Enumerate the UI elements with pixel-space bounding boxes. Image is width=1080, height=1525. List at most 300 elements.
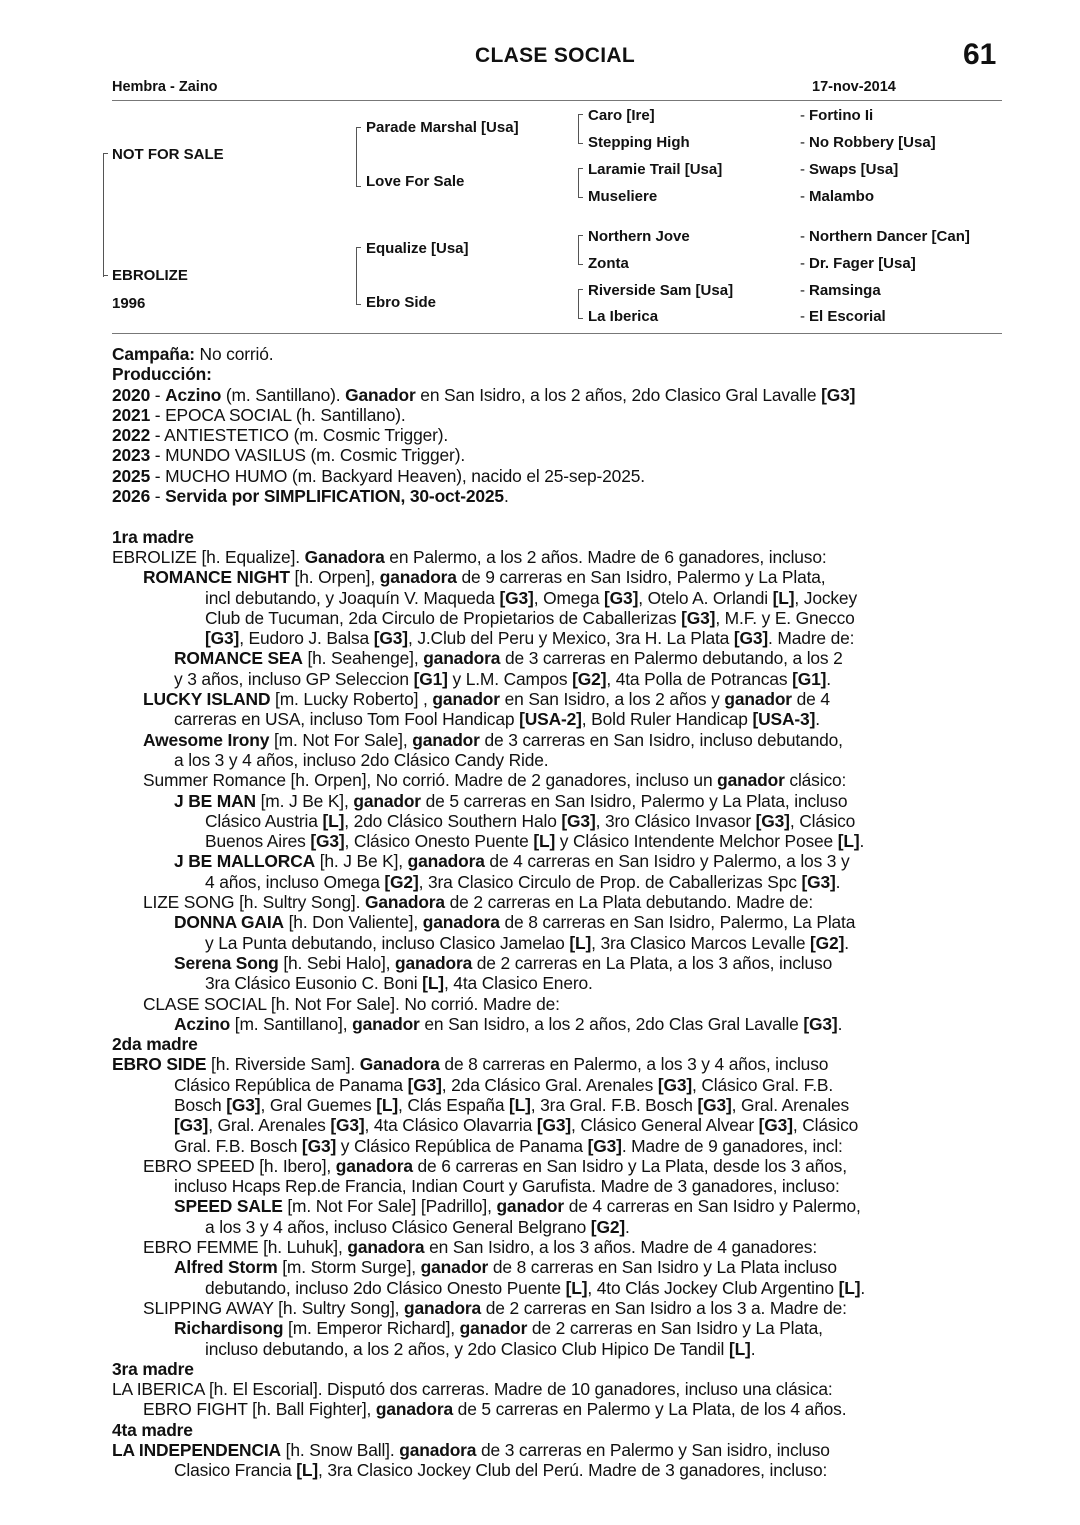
text-run: y L.M. Campos [447,668,573,689]
text-run: de 8 carreras en Palermo, a los 3 y 4 años, incluso [439,1054,829,1075]
text-run: Clásico República de Panama [174,1074,408,1095]
text-run: , Omega [533,587,605,608]
text-run: , 4to Clás Jockey Club Argentino [587,1277,839,1298]
text-run: - MUNDO VASILUS (m. Cosmic Trigger). [150,445,466,466]
text-line [112,1034,1012,1054]
text-run: ganador [420,1257,489,1278]
text-line [112,405,1012,425]
text-line [112,1075,1012,1095]
text-line [112,973,1012,993]
text-run: [m. Not For Sale] [Padrillo], [282,1196,497,1217]
g4-6: - Dr. Fager [Usa] [800,255,916,272]
text-run: [G3] [755,810,790,831]
text-line [112,1420,1012,1440]
text-run: ganador [459,1318,528,1339]
text-run: incluso Hcaps Rep.de Francia, Indian Court y Garufista. Madre de 3 ganadores, incluso: [174,1176,840,1197]
text-line [112,1217,1012,1237]
text-run: ganadora [379,567,457,588]
text-run: . [859,831,865,852]
text-run: , 3ra Clasico Circulo de Prop. de Caballerizas Spc [418,871,802,892]
text-run: , 3ro Clásico Invasor [595,810,756,831]
text-line [112,364,1012,384]
text-run: carreras en USA, incluso Tom Fool Handicap [174,709,520,730]
text-line [112,811,1012,831]
text-run: de 3 carreras en Palermo y San isidro, incluso [476,1440,830,1461]
text-run: - [150,384,166,405]
g4-7: - Ramsinga [800,282,881,299]
text-run: Ganador [345,384,416,405]
bracket-g3-3 [578,235,583,265]
text-run: ganadora [407,851,485,872]
text-run: [L] [533,831,556,852]
g3-8: La Iberica [588,308,659,325]
text-run: [G2] [384,871,419,892]
text-run: Serena Song [174,952,279,973]
text-run: , Gral. Arenales [731,1094,850,1115]
text-run: [G3] [657,1074,693,1095]
text-run: [G3] [821,384,856,405]
text-line [112,527,1012,547]
text-run: [G3] [373,628,408,649]
text-run: 3ra Clásico Eusonio C. Boni [205,973,423,994]
text-run: [m. Lucky Roberto] , [270,689,433,710]
text-run: . [750,1338,756,1359]
text-run: LA IBERICA [h. El Escorial]. Disputó dos carreras. Madre de 10 ganadores, incluso una clásica: [112,1379,833,1400]
text-run: ganadora [404,1297,482,1318]
text-run: [L] [565,1277,588,1298]
text-line [112,1298,1012,1318]
text-run: ganadora [335,1155,413,1176]
text-run: ganadora [347,1237,425,1258]
text-run: [USA-3] [752,709,816,730]
text-run: 3ra madre [112,1358,194,1379]
sire-dam: Love For Sale [366,173,465,190]
text-run: , 2do Clásico Southern Halo [344,810,562,831]
text-run: Clasico Francia [174,1460,297,1481]
text-line [112,466,1012,486]
g4-2: - No Robbery [Usa] [800,134,936,151]
text-run: [G3] [407,1074,442,1095]
g3-5: Northern Jove [588,228,690,245]
text-line [112,1176,1012,1196]
text-run: , 3ra Gral. F.B. Bosch [530,1094,698,1115]
text-run: de 2 carreras en San Isidro y La Plata, [527,1318,823,1339]
text-run: Producción: [112,364,212,385]
text-run: - MUCHO HUMO (m. Backyard Heaven), nacido el 25-sep-2025. [150,465,645,486]
text-run: , Otelo A. Orlandi [638,587,773,608]
text-run: - EPOCA SOCIAL (h. Santillano). [150,404,406,425]
text-run: [G3] [205,628,240,649]
text-run: clásico: [784,770,847,791]
text-run: [G2] [590,1216,625,1237]
text-run: de 6 carreras en San Isidro y La Plata, desde los 3 años, [412,1155,847,1176]
text-run: J BE MALLORCA [174,851,316,872]
text-line [112,750,1012,770]
sire: NOT FOR SALE [112,146,224,163]
text-line [112,1440,1012,1460]
text-run: y La Punta debutando, incluso Clasico Jamelao [205,932,570,953]
g3-2: Stepping High [588,134,690,151]
text-run: 2025 [112,465,151,486]
text-run: [m. Storm Surge], [277,1257,421,1278]
text-run: , Gral. Arenales [208,1115,331,1136]
text-run: [L] [509,1094,531,1115]
text-run: , Gral Guemes [260,1094,377,1115]
text-run: [G3] [803,1013,838,1034]
text-run: . [624,1216,630,1237]
text-run: [h. Snow Ball]. [280,1440,400,1461]
text-run: en San Isidro, a los 2 años, 2do Clas Gral Lavalle [419,1013,804,1034]
text-run: . Madre de 9 ganadores, incl: [621,1135,843,1156]
text-run: de 9 carreras en San Isidro, Palermo y La Plata, [456,567,826,588]
text-run: ganadora [422,912,500,933]
text-line [112,608,1012,628]
text-line [112,994,1012,1014]
text-run: de 2 carreras en La Plata debutando. Madre de: [444,892,814,913]
text-run: [G3] [301,1135,337,1156]
dam-year: 1996 [112,295,146,312]
text-run: [G3] [801,871,836,892]
text-run: [h. Riverside Sam]. [206,1054,360,1075]
text-run: [L] [569,932,592,953]
text-run: incluso debutando, a los 2 años, y 2do Clasico Club Hipico De Tandil [205,1338,729,1359]
text-run: [G3] [587,1135,622,1156]
text-run: ganadora [375,1399,453,1420]
text-run: y Clásico Intendente Melchor Posee [555,831,838,852]
text-run: SLIPPING AWAY [h. Sultry Song], [143,1297,404,1318]
text-line [112,445,1012,465]
text-run: a los 3 y 4 años, incluso Clásico General Belgrano [205,1216,591,1237]
text-run: [L] [838,1277,861,1298]
text-run: , Bold Ruler Handicap [581,709,753,730]
text-run: [G3] [226,1094,261,1115]
bracket-g3-4 [578,289,583,319]
text-run: LIZE SONG [h. Sultry Song]. [143,892,365,913]
text-line [112,851,1012,871]
text-run: incl debutando, y Joaquín V. Maqueda [205,587,500,608]
text-run: , M.F. y E. Gnecco [715,607,855,628]
text-run: ganadora [395,952,473,973]
text-run: Alfred Storm [174,1257,278,1278]
text-run: Buenos Aires [205,831,311,852]
dam-dam: Ebro Side [366,294,437,311]
text-run: [G1] [413,668,448,689]
text-run: 4ta madre [112,1419,193,1440]
bracket-g3-2 [578,168,583,198]
text-run: [h. Orpen], [289,567,380,588]
text-run: Gral. F.B. Bosch [174,1135,302,1156]
text-run: de 5 carreras en Palermo y La Plata, de los 4 años. [453,1399,847,1420]
blank-line [112,506,1012,526]
text-run: - ANTIESTETICO (m. Cosmic Trigger). [150,425,449,446]
text-run: , 3ra Clasico Marcos Levalle [591,932,811,953]
text-line [112,1339,1012,1359]
text-run: [m. Not For Sale], [269,729,413,750]
text-run: 2da madre [112,1034,198,1055]
text-run: Ganadora [304,546,385,567]
text-run: , Eudoro J. Balsa [239,628,374,649]
text-run: [G3] [697,1094,732,1115]
text-run: Richardisong [174,1318,284,1339]
text-run: Ganadora [364,892,445,913]
text-run: , Clásico Onesto Puente [344,831,534,852]
text-run: ganador [352,1013,420,1034]
text-run: en San Isidro, a los 2 años y [499,689,725,710]
text-run: 2020 [112,384,151,405]
text-run: [G3] [174,1115,209,1136]
text-run: , 4ta Clásico Olavarria [364,1115,537,1136]
bracket-g1 [103,153,108,277]
text-run: [h. Don Valiente], [283,912,423,933]
text-line [112,1318,1012,1338]
text-line [112,1257,1012,1277]
text-run: [G3] [561,810,596,831]
text-run: [L] [422,973,444,994]
text-line [112,1399,1012,1419]
text-run: Ganadora [359,1054,440,1075]
text-line [112,486,1012,506]
text-run: , 3ra Clasico Jockey Club del Perú. Madre de 3 ganadores, incluso: [318,1460,828,1481]
text-run: Club de Tucuman, 2da Circulo de Propietarios de Caballerizas [205,607,682,628]
text-run: [L] [376,1094,399,1115]
text-line [112,912,1012,932]
text-run: ganador [353,790,421,811]
text-run: [G3] [758,1115,793,1136]
text-run: 1ra madre [112,526,194,547]
g4-4: - Malambo [800,188,875,205]
text-run: EBROLIZE [h. Equalize]. [112,546,305,567]
bracket-g2-sire [356,127,361,187]
text-line [112,709,1012,729]
text-run: Campaña: [112,344,195,364]
g3-4: Museliere [588,188,658,205]
text-run: [G3] [330,1115,365,1136]
report-date: 17-nov-2014 [812,79,896,95]
text-run: EBRO FEMME [h. Luhuk], [143,1237,348,1258]
text-run: de 2 carreras en San Isidro a los 3 a. Madre de: [481,1297,847,1318]
text-run: ganadora [423,648,501,669]
text-run: [G3] [733,628,769,649]
text-run: de 4 carreras en San Isidro y Palermo, [564,1196,861,1217]
text-run: EBRO FIGHT [h. Ball Fighter], [143,1399,376,1420]
g3-3: Laramie Trail [Usa] [588,161,723,178]
bracket-g1-foot [103,275,108,276]
text-line [112,730,1012,750]
text-run: ganadora [399,1440,477,1461]
text-run: LA INDEPENDENCIA [112,1440,281,1461]
pedigree-rule [112,333,1002,334]
text-run: Servida por SIMPLIFICATION, 30-oct-2025 [165,486,504,507]
g4-8: - El Escorial [800,308,886,325]
text-run: [G2] [810,932,845,953]
text-run: ROMANCE SEA [174,648,303,669]
text-run: , Clásico General Alvear [571,1115,759,1136]
text-run: y Clásico República de Panama [336,1135,588,1156]
text-run: [h. Seahenge], [302,648,424,669]
text-run: , Clás España [398,1094,510,1115]
text-run: , Clásico [792,1115,859,1136]
text-run: 4 años, incluso Omega [205,871,385,892]
text-run: [h. Sebi Halo], [278,952,396,973]
text-run: [G3] [681,607,716,628]
page-title: CLASE SOCIAL [475,44,635,67]
text-run: . [860,1277,866,1298]
text-run: ganador [717,770,785,791]
text-run: Aczino [165,384,222,405]
text-line [112,1115,1012,1135]
text-line [112,831,1012,851]
text-run: Bosch [174,1094,227,1115]
text-line [112,1460,1012,1480]
text-line [112,567,1012,587]
text-line [112,547,1012,567]
text-run: [G3] [536,1115,572,1136]
dam-sire: Equalize [Usa] [366,240,469,257]
text-run: [L] [772,587,795,608]
text-run: . [844,932,849,953]
bracket-g3-1 [578,114,583,144]
text-line [112,1237,1012,1257]
text-run: Summer Romance [h. Orpen], No corrió. Madre de 2 ganadores, incluso un [143,770,718,791]
text-line [112,425,1012,445]
text-run: DONNA GAIA [174,912,284,933]
text-run: . [835,871,841,892]
text-line [112,1095,1012,1115]
text-run: LUCKY ISLAND [143,689,271,710]
text-run: ganador [432,689,500,710]
text-run: [USA-2] [519,709,582,730]
text-run: EBRO SIDE [112,1054,207,1075]
text-run: 2021 [112,404,151,425]
text-line [112,1014,1012,1034]
g4-1: - Fortino Ii [800,107,874,124]
text-run: [G1] [792,668,827,689]
text-run: EBRO SPEED [h. Ibero], [143,1155,336,1176]
text-run: [m. Emperor Richard], [283,1318,460,1339]
text-run: en Palermo, a los 2 años. Madre de 6 ganadores, incluso: [384,546,827,567]
text-run: [G3] [604,587,639,608]
header-rule [112,100,1002,101]
text-line [112,669,1012,689]
text-line [112,953,1012,973]
text-run: [h. J Be K], [315,851,408,872]
text-run: , 2da Clásico Gral. Arenales [441,1074,658,1095]
text-run: (m. Santillano). [221,384,346,405]
sire-sire: Parade Marshal [Usa] [366,119,519,136]
text-run: [G3] [499,587,534,608]
text-run: y 3 años, incluso GP Seleccion [174,668,414,689]
text-run: [L] [728,1338,751,1359]
page-number: 61 [963,38,997,71]
text-run: en San Isidro, a los 2 años, 2do Clasico Gral Lavalle [415,384,822,405]
text-run: [L] [296,1460,319,1481]
text-run: SPEED SALE [174,1196,283,1217]
text-line [112,1278,1012,1298]
text-run: No corrió. [194,344,274,364]
text-line [112,892,1012,912]
text-run: , 4ta Clasico Enero. [443,973,593,994]
text-run: , Clásico Gral. F.B. [692,1074,834,1095]
text-run: 2026 [112,486,151,507]
text-run: ROMANCE NIGHT [143,567,290,588]
text-run: [L] [837,831,860,852]
text-run: [m. Santillano], [230,1013,353,1034]
text-run: de 4 [791,689,830,710]
text-run: . [837,1013,843,1034]
text-run: , J.Club del Peru y Mexico, 3ra H. La Plata [407,628,734,649]
text-line [112,1359,1012,1379]
bracket-g2-dam [356,247,361,305]
g4-5: - Northern Dancer [Can] [800,228,970,245]
text-line [112,1136,1012,1156]
text-run: de 4 carreras en San Isidro y Palermo, a los 3 y [484,851,850,872]
text-line [112,872,1012,892]
text-run: [G3] [310,831,345,852]
text-line [112,933,1012,953]
g4-3: - Swaps [Usa] [800,161,899,178]
text-run: [L] [322,810,345,831]
text-run: [G2] [572,668,607,689]
text-run: . [815,709,820,730]
text-line [112,1156,1012,1176]
text-run: ganador [724,689,792,710]
text-run: . Madre de: [768,628,855,649]
sex-color: Hembra - Zaino [112,79,218,95]
g3-6: Zonta [588,255,629,272]
text-line [112,791,1012,811]
text-run: . [503,486,509,507]
text-run: de 2 carreras en La Plata, a los 3 años, incluso [472,952,833,973]
produce-record [112,344,1012,1481]
text-run: de 3 carreras en San Isidro, incluso debutando, [479,729,843,750]
text-line [112,648,1012,668]
text-run: [m. J Be K], [255,790,354,811]
text-run: de 3 carreras en Palermo debutando, a los 2 [500,648,843,669]
text-run: 2023 [112,445,151,466]
g3-1: Caro [Ire] [588,107,655,124]
text-line [112,770,1012,790]
text-run: , 4ta Polla de Potrancas [606,668,793,689]
text-run: CLASE SOCIAL [h. Not For Sale]. No corrió. Madre de: [143,993,560,1014]
text-run: Awesome Irony [143,729,270,750]
text-line [112,588,1012,608]
text-run: - [150,486,166,507]
text-run: de 8 carreras en San Isidro y La Plata incluso [488,1257,837,1278]
g3-7: Riverside Sam [Usa] [588,282,734,299]
text-run: ganador [496,1196,565,1217]
text-line [112,1196,1012,1216]
text-run: de 5 carreras en San Isidro, Palermo y La Plata, incluso [420,790,848,811]
text-line [112,689,1012,709]
dam: EBROLIZE [112,267,188,284]
text-run: de 8 carreras en San Isidro, Palermo, La Plata [499,912,856,933]
text-run: ganador [412,729,480,750]
text-run: . [826,668,831,689]
text-run: J BE MAN [174,790,256,811]
text-run: Clásico Austria [205,810,323,831]
text-run: a los 3 y 4 años, incluso 2do Clásico Candy Ride. [174,749,549,770]
text-run: 2022 [112,425,151,446]
text-line [112,344,1012,364]
text-line [112,385,1012,405]
text-line [112,628,1012,648]
text-line [112,1379,1012,1399]
text-run: Aczino [174,1013,231,1034]
text-line [112,1054,1012,1074]
text-run: debutando, incluso 2do Clásico Onesto Puente [205,1277,566,1298]
text-run: en San Isidro, a los 3 años. Madre de 4 ganadores: [424,1237,818,1258]
text-run: , Jockey [794,587,857,608]
